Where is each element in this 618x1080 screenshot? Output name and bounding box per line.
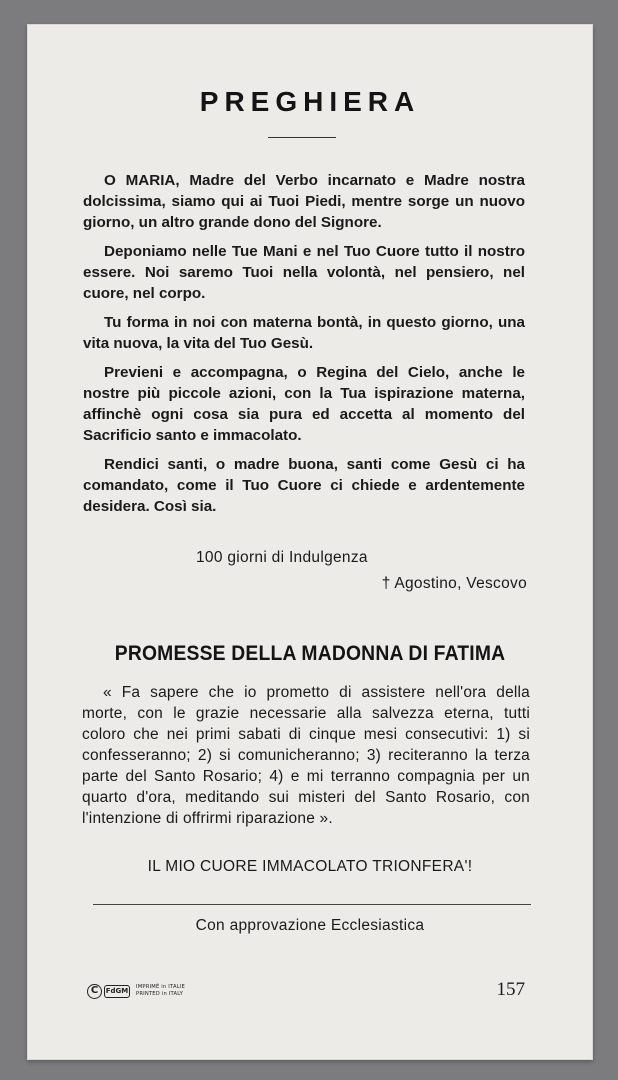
card-number: 157 bbox=[496, 979, 525, 1000]
indulgence-note: 100 giorni di Indulgenza bbox=[196, 549, 368, 566]
prayer-paragraph: Previeni e accompagna, o Regina del Cielo, anche le nostre più piccole azioni, con la Tua ispirazione materna, affinchè ogni cosa sia pura ed accetta al momento del Sacrificio santo e immacolato. bbox=[83, 364, 525, 444]
footer-divider bbox=[93, 904, 531, 905]
title-divider bbox=[268, 137, 336, 138]
prayer-paragraph: Deponiamo nelle Tue Mani e nel Tuo Cuore tutto il nostro essere. Noi saremo Tuoi nella volontà, nel pensiero, nel cuore, nel corpo. bbox=[83, 243, 525, 302]
prayer-title: PREGHIERA bbox=[199, 86, 421, 117]
publisher-logo: FdGM bbox=[104, 985, 130, 998]
triumph-line: IL MIO CUORE IMMACOLATO TRIONFERA'! bbox=[147, 858, 473, 875]
copyright-icon: C bbox=[87, 984, 102, 999]
print-note-english: PRINTED in ITALY bbox=[136, 991, 184, 997]
prayer-card bbox=[27, 24, 593, 1060]
promises-title: PROMESSE DELLA MADONNA DI FATIMA bbox=[114, 642, 506, 665]
prayer-body bbox=[83, 170, 525, 525]
ecclesiastical-approval: Con approvazione Ecclesiastica bbox=[195, 917, 425, 934]
prayer-paragraph: Rendici santi, o madre buona, santi come Gesù ci ha comandato, come il Tuo Cuore ci chiede e ardentemente desidera. Così sia. bbox=[83, 456, 525, 515]
prayer-paragraph: O MARIA, Madre del Verbo incarnato e Madre nostra dolcissima, siamo qui ai Tuoi Piedi, mentre sorge un nuovo giorno, un altro grande dono del Signore. bbox=[83, 172, 525, 231]
prayer-paragraph: Tu forma in noi con materna bontà, in questo giorno, una vita nuova, la vita del Tuo Gesù. bbox=[83, 314, 525, 352]
print-note-french: IMPRIMÉ in ITALIE bbox=[136, 984, 185, 990]
bishop-signature: † Agostino, Vescovo bbox=[381, 575, 527, 592]
publisher-block bbox=[87, 982, 185, 1000]
promises-text: « Fa sapere che io prometto di assistere nell'ora della morte, con le grazie necessarie alla salvezza eterna, tutti coloro che nei primi sabati di cinque mesi consecutivi: 1) si confesseranno; 2) si comunicheranno; 3) reciteranno la terza parte del Santo Rosario; 4) e mi terranno compagnia per un quarto d'ora, meditando sui misteri del Santo Rosario, con l'intenzione di offrirmi riparazione ». bbox=[82, 684, 530, 827]
print-notes bbox=[136, 984, 185, 998]
